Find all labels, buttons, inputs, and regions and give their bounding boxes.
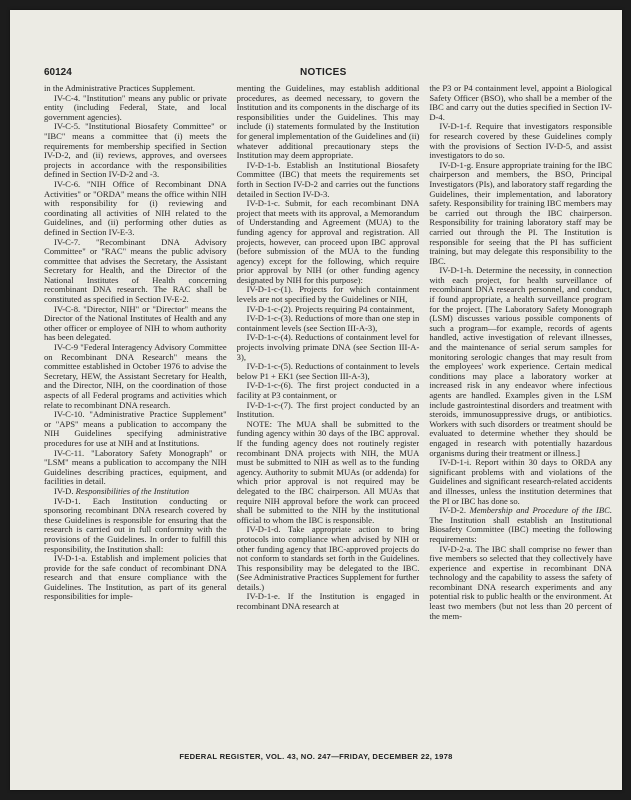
paragraph: IV-D-1-a. Establish and implement policies that provide for the safe conduct of recombinant DNA research and that ensure compliance with the Guidelines. The Institution, as part of its general responsibilities for imple- bbox=[44, 553, 227, 602]
paragraph: IV-D-1-c-(6). The first project conducted in a facility at P3 containment, or bbox=[236, 380, 420, 400]
page-number: 60124 bbox=[44, 67, 72, 78]
paragraph: menting the Guidelines, may establish additional procedures, as deemed necessary, to govern the Institution and its components in the discharge of its responsibilities under the Guidelines. This may include (i) statements formulated by the Institution for general implementation of the Guidelines and (ii) whatever additional precautionary steps the Institution may deem appropriate. bbox=[236, 84, 420, 161]
column-right bbox=[429, 84, 612, 714]
paragraph: NOTE: The MUA shall be submitted to the funding agency within 30 days of the IBC approval. If the funding agency does not routinely register recombinant DNA projects with NIH, the MUA must be submitted to NIH as well as to the funding agency. Authority to submit MUAs (or addenda) for which prior approval is not required may be delegated to the IBC chairperson. All MUAs that require NIH approval before the work can proceed shall be submitted to the NIH by the institutional official to whom the IBC is responsible. bbox=[236, 418, 420, 525]
text-columns bbox=[44, 84, 612, 714]
paragraph: IV-D. Responsibilities of the Institution bbox=[54, 485, 190, 496]
paragraph: IV-D-1-c-(4). Reductions of containment level for projects involving primate DNA (see Section III-A-3), bbox=[236, 332, 420, 362]
paragraph: IV-D-1-b. Establish an Institutional Biosafety Committee (IBC) that meets the requirements set forth in Section IV-D-2 and carries out the functions detailed in Section IV-D-3. bbox=[236, 159, 420, 199]
paragraph: IV-D-1-c-(7). The first project conducted by an Institution. bbox=[236, 399, 420, 420]
paragraph: IV-C-11. "Laboratory Safety Monograph" or "LSM" means a publication to accompany the NIH Guidelines describing practices, equipment, and facilities in detail. bbox=[44, 447, 227, 487]
paragraph: IV-D-1-d. Take appropriate action to bring protocols into compliance when advised by NIH or other funding agency that IBC-approved projects do not conform to standards set forth in the Guidelines. This responsibility may be delegated to the IBC. (See Administrative Practices Supplement for further details.) bbox=[236, 524, 420, 592]
paragraph: IV-D-2. Membership and Procedure of the IBC. The Institution shall establish an Institutional Biosafety Committee (IBC) meeting the following requirements: bbox=[429, 505, 613, 544]
paragraph: the P3 or P4 containment level, appoint a Biological Safety Officer (BSO), who shall be a member of the IBC and carry out the duties specified in Section IV-D-4. bbox=[429, 84, 613, 122]
paragraph: IV-D-1-f. Require that investigators responsible for research covered by these Guidelines comply with the provisions of Section IV-D-5, and assist investigators to do so. bbox=[429, 121, 613, 161]
page-title: NOTICES bbox=[300, 67, 347, 78]
paragraph: IV-D-1-c-(2). Projects requiring P4 containment, bbox=[246, 303, 415, 314]
paragraph: IV-C-5. "Institutional Biosafety Committee" or "IBC" means a committee that (i) meets the requirements for membership specified in Section IV-D-2, and (ii) reviews, approves, and oversees projects in accordance with the responsibilities defined in Section IV-D-2 and -3. bbox=[44, 121, 227, 180]
paragraph: IV-D-1-c-(3). Reductions of more than one step in containment levels (see Section III-A-3), bbox=[236, 313, 420, 333]
column-middle bbox=[237, 84, 420, 714]
paragraph: IV-D-1-c. Submit, for each recombinant DNA project that meets with its approval, a Memorandum of Understanding and Agreement (MUA) to the funding agency for approval and registration. All projects, however, can proceed upon IBC approval (before submission of the MUA to the funding agency) except for the following, which require prior approval by NIH (or other funding agency designated by NIH for this purpose): bbox=[236, 198, 420, 285]
paragraph: IV-C-10. "Administrative Practice Supplement" or "APS" means a publication to accompany the NIH Guidelines specifying administrative procedures for use at NIH and at Institutions. bbox=[44, 409, 227, 448]
paragraph: IV-C-4. "Institution" means any public or private entity (including Federal, State, and local government agencies). bbox=[44, 92, 227, 122]
page-footer: FEDERAL REGISTER, VOL. 43, NO. 247—FRIDAY, DECEMBER 22, 1978 bbox=[179, 752, 453, 761]
paragraph: IV-D-1-e. If the Institution is engaged in recombinant DNA research at bbox=[236, 591, 420, 612]
paragraph: IV-C-7. "Recombinant DNA Advisory Committee" or "RAC" means the public advisory committee that advises the Secretary, the Assistant Secretary for Health, and the Director of the National Institutes of Health concerning recombinant DNA research. The RAC shall be constituted as specified in Section IV-E-2. bbox=[44, 236, 227, 305]
paragraph: IV-D-1-g. Ensure appropriate training for the IBC chairperson and members, the BSO, Principal Investigators (PIs), and laboratory staff regarding the Guidelines, their implementation, and laboratory safety. Responsibility for training IBC members may be carried out through the IBC chairperson. Responsibility for training laboratory staff may be carried out through the PI. The Institution is responsible for seeing that the PI has sufficient training, but may delegate this responsibility to the IBC. bbox=[429, 159, 613, 266]
column-left bbox=[44, 84, 227, 714]
paragraph: IV-D-1. Each Institution conducting or sponsoring recombinant DNA research covered by these Guidelines is responsible for ensuring that the research is carried out in full conformity with the provisions of the Guidelines. In order to fulfill this responsibility, the Institution shall: bbox=[44, 495, 227, 554]
paragraph: IV-C-9 "Federal Interagency Advisory Committee on Recombinant DNA Research" means the committee established in October 1976 to advise the Secretary, HEW, the Assistant Secretary for Health, and the Director, NIH, on the coordination of those aspects of all Federal programs and activities which relate to recombinant DNA research. bbox=[44, 342, 227, 410]
paragraph: IV-D-2-a. The IBC shall comprise no fewer than five members so selected that they collectively have experience and expertise in recombinant DNA technology and the capability to assess the safety of recombinant DNA research experiments and any potential risk to public health or the environment. At least two members (but not less than 20 percent of the mem- bbox=[429, 543, 613, 621]
paragraph: IV-D-1-i. Report within 30 days to ORDA any significant problems with and violations of the Guidelines and significant research-related accidents and illnesses, unless the institution determines that the PI or IBC has done so. bbox=[429, 457, 613, 506]
document-page bbox=[10, 10, 622, 790]
paragraph: IV-D-1-h. Determine the necessity, in connection with each project, for health surveillance of recombinant DNA research personnel, and conduct, if found appropriate, a health surveillance program for the project. [The Laboratory Safety Monograph (LSM) discusses various possible components of such a program—for example, records of agents handled, active investigation of relevant illnesses, and the maintenance of serial serum samples for monitoring serologic changes that may result from the employees' work experience. Certain medical conditions may place a laboratory worker at increased risk in any endeavor where infectious agents are handled. Examples given in the LSM include gastrointestinal disorders and treatment with steroids, immunosuppressive drugs, or antibiotics. Workers with such disorders or treatment should be evaluated to determine whether they should be engaged in research with potentially hazardous organisms during their treatment or illness.] bbox=[429, 265, 613, 458]
paragraph: in the Administrative Practices Supplement. bbox=[44, 84, 196, 93]
paragraph: IV-D-1-c-(5). Reductions of containment to levels below P1 + EK1 (see Section III-A-3), bbox=[236, 361, 420, 381]
paragraph: IV-C-8. "Director, NIH" or "Director" means the Director of the National Institutes of Health and any other officer or employee of NIH to whom authority has been delegated. bbox=[44, 303, 227, 343]
paragraph: IV-C-6. "NIH Office of Recombinant DNA Activities" or "ORDA" means the office within NIH with responsibility for (i) reviewing and coordinating all activities of NIH related to the Guidelines, and (ii) performing other duties as defined in Section IV-E-3. bbox=[44, 178, 227, 237]
paragraph: IV-D-1-c-(1). Projects for which containment levels are not specified by the Guidelines or NIH, bbox=[236, 284, 420, 305]
